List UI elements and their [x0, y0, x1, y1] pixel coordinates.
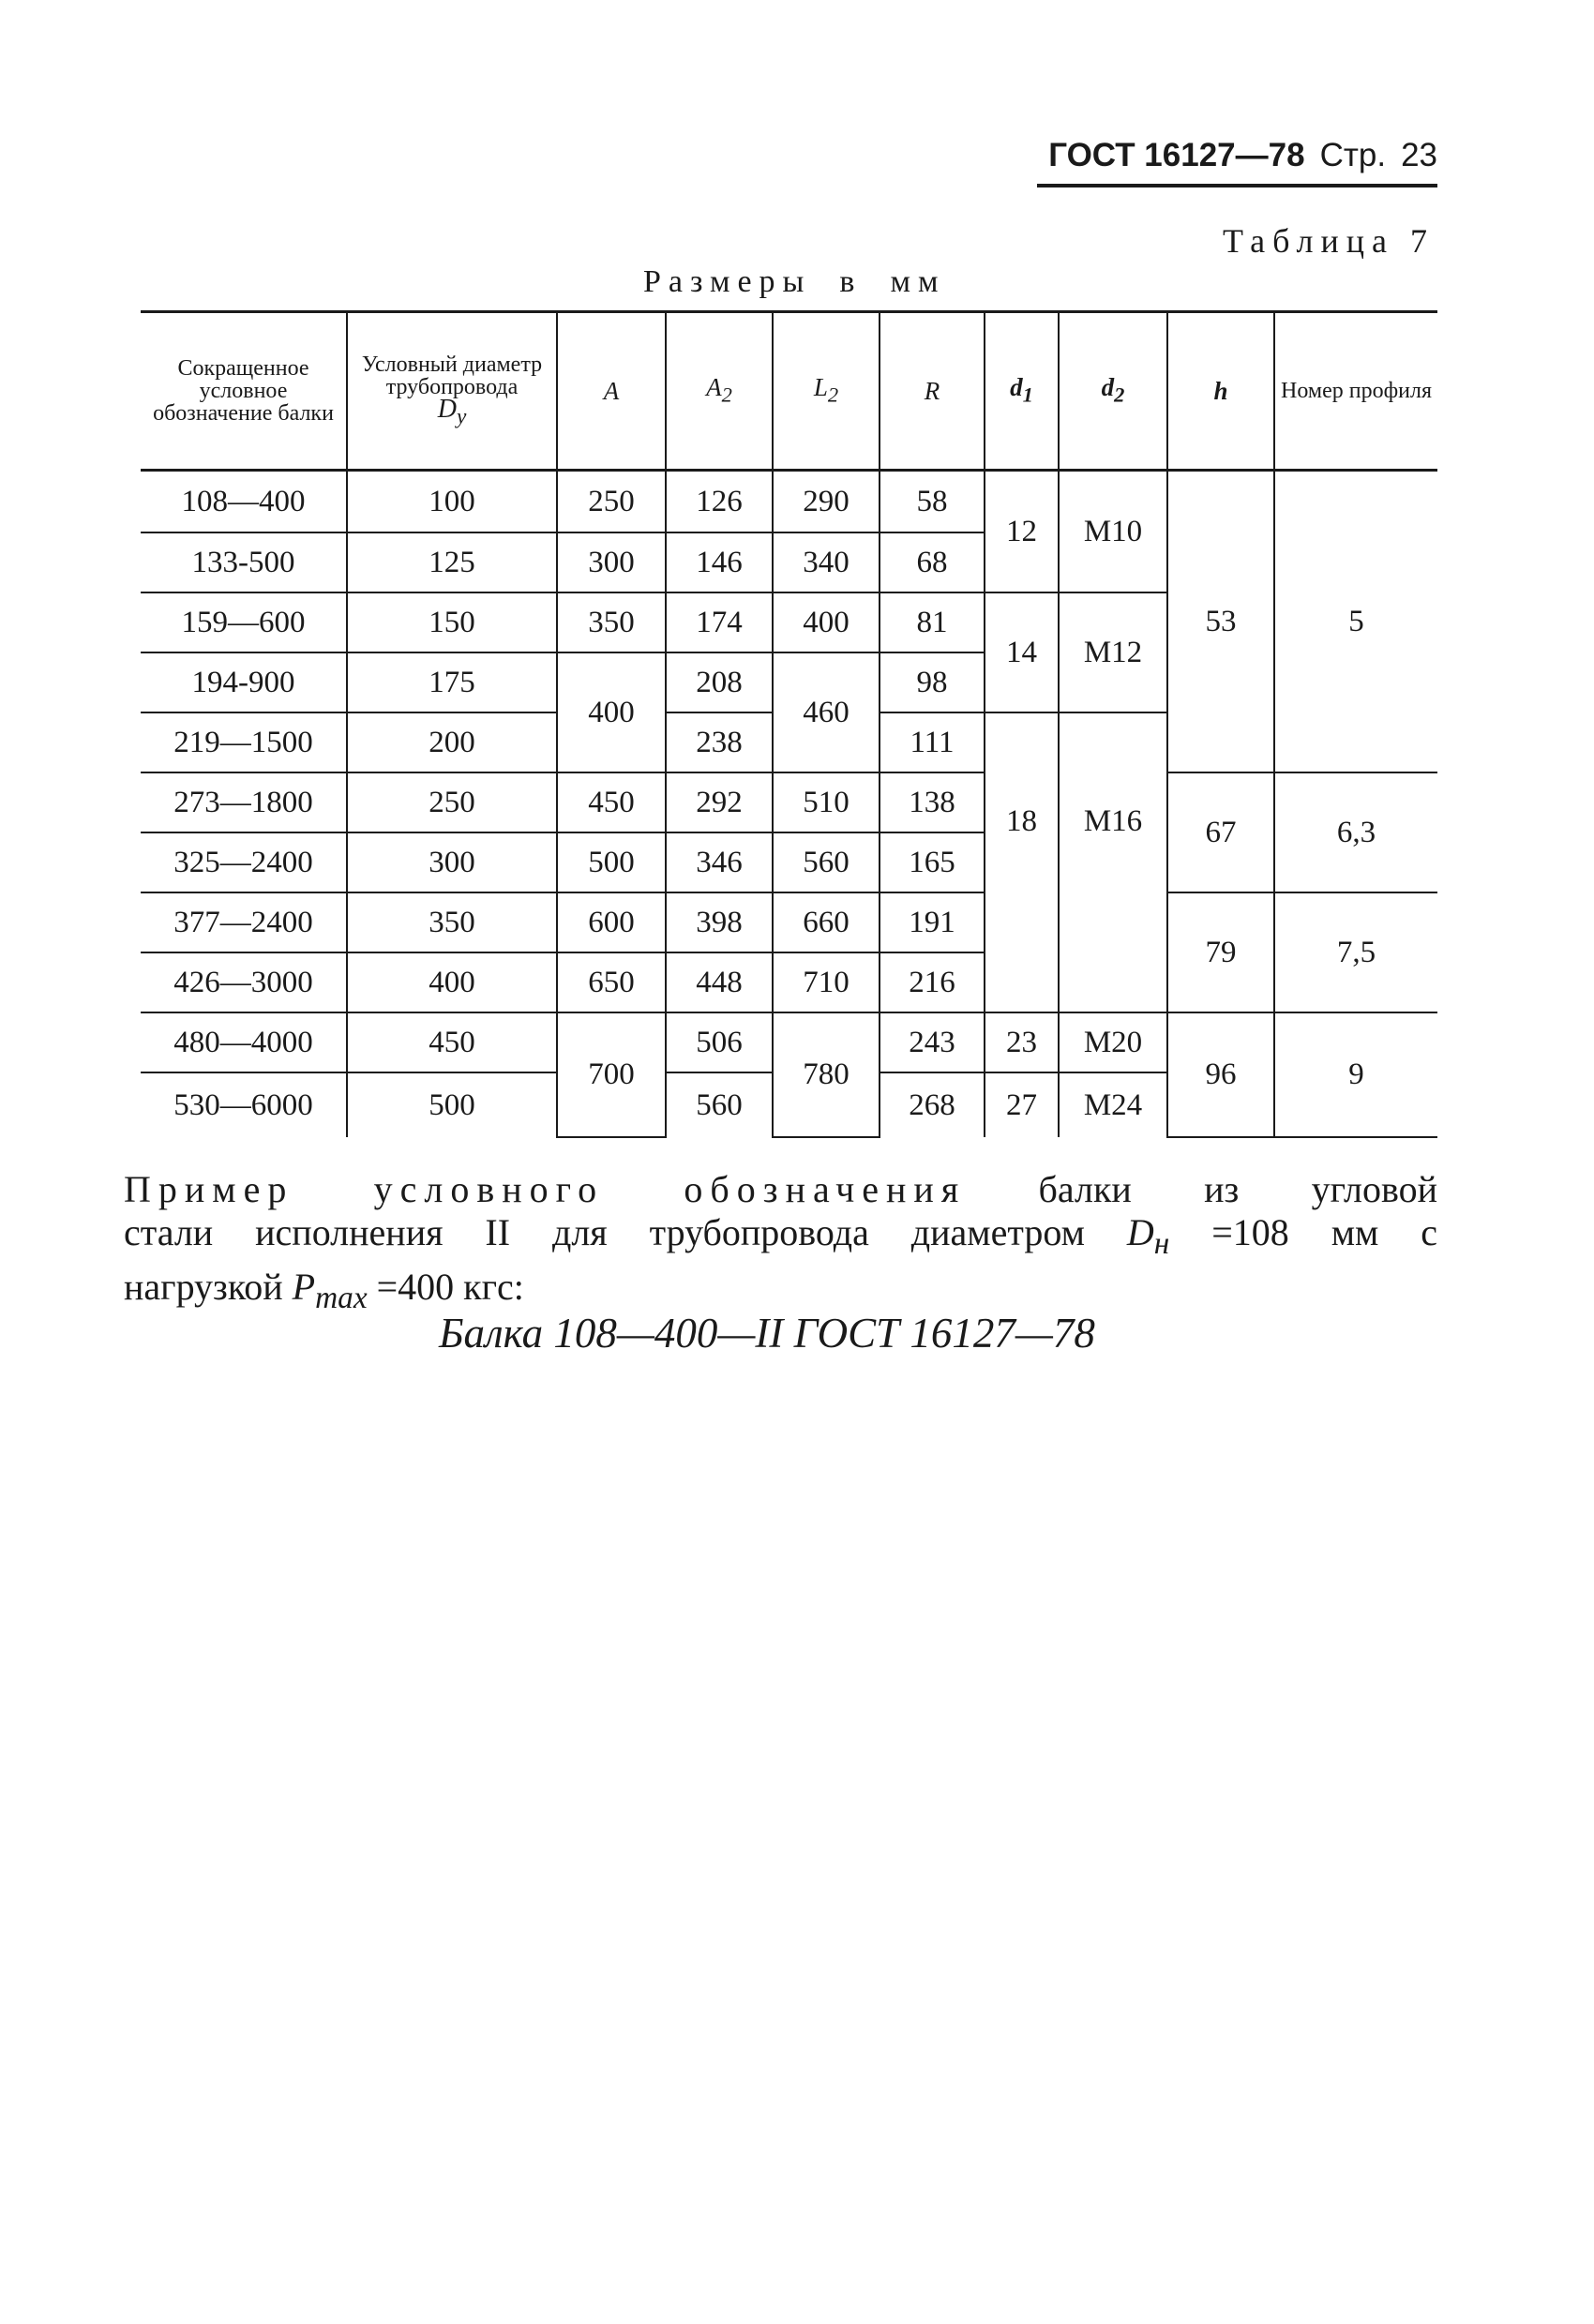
dn-symbol: $D_н$ — [1126, 1211, 1170, 1261]
cell-h: 53 — [1167, 471, 1274, 773]
standard-number: ГОСТ 16127—78 — [1048, 137, 1305, 173]
cell-a2: 174 — [666, 592, 773, 652]
cell-a2: 126 — [666, 471, 773, 533]
cell-a: 500 — [557, 832, 666, 892]
header-rule — [1037, 184, 1437, 187]
cell-d2: M20 — [1059, 1012, 1167, 1072]
cell-l2: 710 — [773, 952, 880, 1012]
cell-d2-empty — [1059, 712, 1167, 772]
header-designation: Сокращенное условное обозначение балки — [141, 312, 347, 471]
example-line-2: стали исполнения II для трубопровода диаметром $D_н =108$ мм с — [124, 1211, 1438, 1261]
cell-dy: 400 — [347, 952, 557, 1012]
cell-designation: 480—4000 — [141, 1012, 347, 1072]
cell-a: 250 — [557, 471, 666, 533]
example-line-1 — [124, 1168, 1437, 1211]
units-in: в — [839, 264, 863, 299]
cell-a: 600 — [557, 892, 666, 952]
cell-dy: 100 — [347, 471, 557, 533]
table-row — [141, 471, 1437, 533]
cell-a2: 346 — [666, 832, 773, 892]
cell-a2: 398 — [666, 892, 773, 952]
cell-profile: 9 — [1274, 1012, 1437, 1137]
cell-d1: 23 — [985, 1012, 1059, 1072]
pmax-symbol: $P_{max}$ — [292, 1266, 368, 1315]
example-line-3: нагрузкой $P_{max} =400$ кгс: — [124, 1266, 524, 1315]
header-a: A — [557, 312, 666, 471]
page-header — [1037, 137, 1437, 174]
header-l2: $L_2$ — [773, 312, 880, 471]
header-diameter-symbol: $D_у$ — [437, 395, 467, 429]
cell-a2: 560 — [666, 1072, 773, 1137]
cell-a2: 448 — [666, 952, 773, 1012]
table-header-row — [141, 312, 1437, 471]
cell-profile: 6,3 — [1274, 772, 1437, 892]
cell-designation: 426—3000 — [141, 952, 347, 1012]
cell-dy: 250 — [347, 772, 557, 832]
cell-dy: 450 — [347, 1012, 557, 1072]
cell-a: 400 — [557, 652, 666, 772]
cell-l2: 400 — [773, 592, 880, 652]
cell-dy: 500 — [347, 1072, 557, 1137]
cell-l2: 340 — [773, 532, 880, 592]
cell-dy: 350 — [347, 892, 557, 952]
example-designation: Балка 108—400—II ГОСТ 16127—78 — [439, 1310, 1095, 1357]
cell-r: 98 — [880, 652, 985, 712]
page-label: Стр. — [1319, 137, 1387, 173]
cell-r: 68 — [880, 532, 985, 592]
cell-d1: 27 — [985, 1072, 1059, 1137]
cell-a: 700 — [557, 1012, 666, 1137]
table-row — [141, 1012, 1437, 1072]
cell-r: 191 — [880, 892, 985, 952]
example-line1-rest: балки из угловой — [1038, 1168, 1438, 1210]
cell-d1: 14 — [985, 592, 1059, 712]
cell-l2: 460 — [773, 652, 880, 772]
cell-l2: 510 — [773, 772, 880, 832]
example-paragraph — [124, 1168, 1437, 1320]
cell-d1: 18 — [985, 772, 1059, 1012]
cell-a2: 146 — [666, 532, 773, 592]
header-d1: $d_1$ — [985, 312, 1059, 471]
cell-a2: 292 — [666, 772, 773, 832]
cell-dy: 175 — [347, 652, 557, 712]
cell-a2: 208 — [666, 652, 773, 712]
cell-designation: 273—1800 — [141, 772, 347, 832]
header-r: R — [880, 312, 985, 471]
cell-d2: M12 — [1059, 592, 1167, 712]
table-row — [141, 892, 1437, 952]
header-a2: $A_2$ — [666, 312, 773, 471]
cell-h: 79 — [1167, 892, 1274, 1012]
page-number: 23 — [1401, 137, 1437, 173]
cell-r: 216 — [880, 952, 985, 1012]
cell-designation: 325—2400 — [141, 832, 347, 892]
cell-designation: 530—6000 — [173, 1087, 313, 1122]
cell-r: 58 — [880, 471, 985, 533]
header-d2: $d_2$ — [1059, 312, 1167, 471]
cell-r: 243 — [880, 1012, 985, 1072]
cell-a: 650 — [557, 952, 666, 1012]
cell-dy: 150 — [347, 592, 557, 652]
cell-designation: 377—2400 — [141, 892, 347, 952]
cell-dy: 125 — [347, 532, 557, 592]
cell-h: 67 — [1167, 772, 1274, 892]
units-value: мм — [890, 264, 946, 299]
cell-a: 300 — [557, 532, 666, 592]
cell-l2: 290 — [773, 471, 880, 533]
cell-d2: M16 — [1059, 772, 1167, 1012]
header-profile: Номер профиля — [1274, 312, 1437, 471]
table-number: Таблица 7 — [1223, 222, 1435, 260]
cell-d2: M10 — [1059, 471, 1167, 593]
cell-dy: 200 — [347, 712, 557, 772]
cell-a: 350 — [557, 592, 666, 652]
cell-r: 81 — [880, 592, 985, 652]
header-diameter — [347, 312, 557, 471]
cell-profile: 5 — [1274, 471, 1437, 773]
table-row — [141, 772, 1437, 832]
cell-designation: 133-500 — [141, 532, 347, 592]
units-caption — [643, 264, 946, 300]
cell-a2: 506 — [666, 1012, 773, 1072]
cell-d1-empty — [985, 712, 1059, 772]
cell-designation: 108—400 — [141, 471, 347, 533]
cell-l2: 660 — [773, 892, 880, 952]
cell-r: 138 — [880, 772, 985, 832]
cell-a: 450 — [557, 772, 666, 832]
dimensions-table — [141, 310, 1437, 1138]
cell-designation: 159—600 — [141, 592, 347, 652]
cell-l2: 780 — [773, 1012, 880, 1137]
header-diameter-label: Условный диаметр трубопровода — [361, 352, 543, 400]
units-label: Размеры — [643, 264, 812, 299]
cell-d1: 12 — [985, 471, 1059, 593]
cell-r: 111 — [880, 712, 985, 772]
cell-r: 165 — [880, 832, 985, 892]
cell-a2: 238 — [666, 712, 773, 772]
cell-l2: 560 — [773, 832, 880, 892]
header-h: h — [1167, 312, 1274, 471]
cell-h: 96 — [1167, 1012, 1274, 1137]
cell-d2: M24 — [1059, 1072, 1167, 1137]
example-heading: Пример условного обозначения — [124, 1168, 967, 1210]
cell-designation: 219—1500 — [141, 712, 347, 772]
cell-dy: 300 — [347, 832, 557, 892]
cell-designation: 194-900 — [141, 652, 347, 712]
cell-r: 268 — [880, 1072, 985, 1137]
cell-profile: 7,5 — [1274, 892, 1437, 1012]
